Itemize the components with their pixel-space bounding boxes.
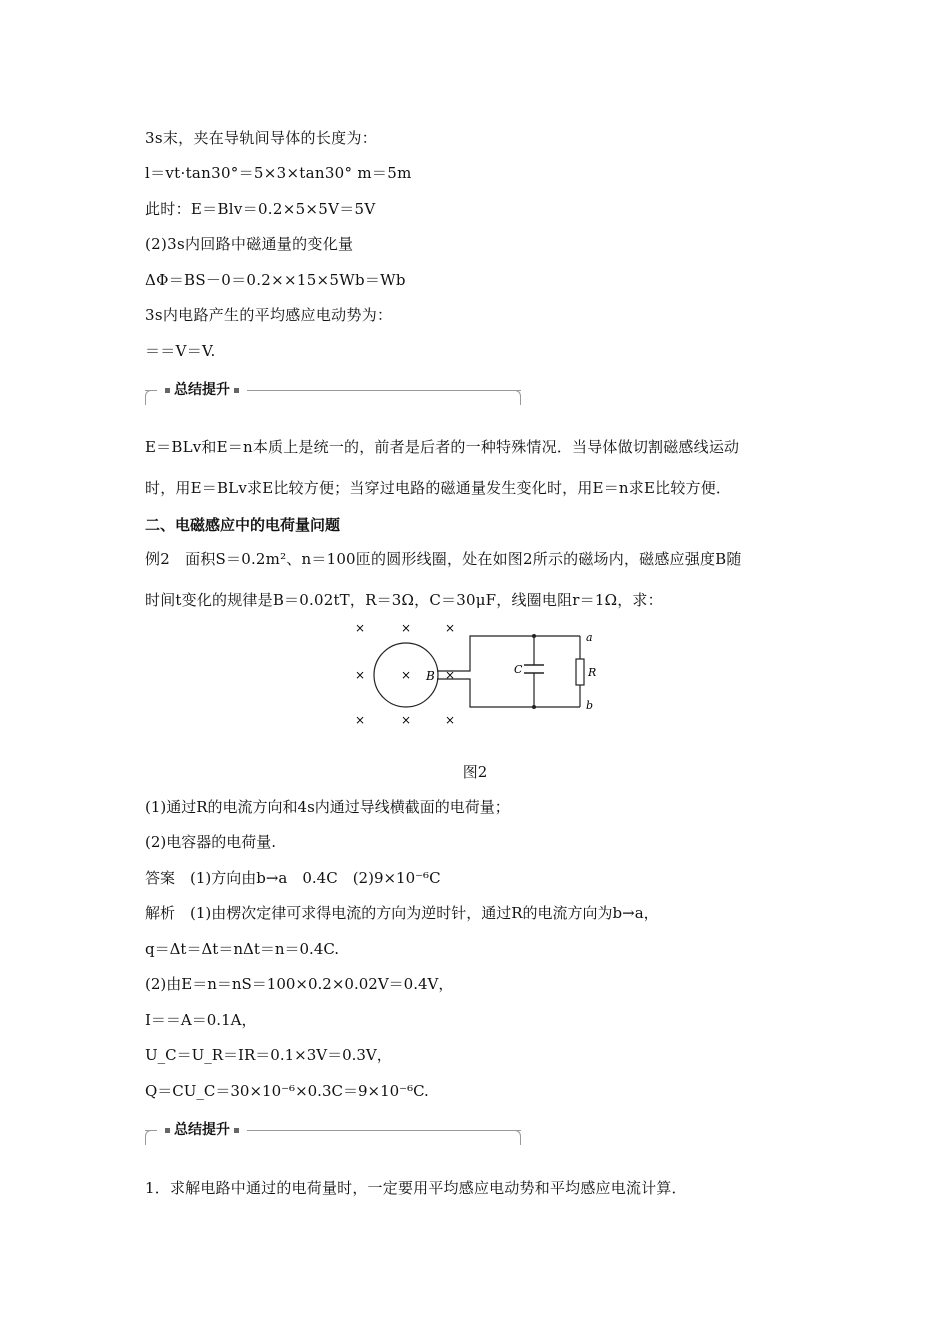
junction-dot	[532, 634, 536, 638]
example-text: 例2 面积S＝0.2m²、n＝100匝的圆形线圈，处在如图2所示的磁场内，磁感应强度B随	[145, 550, 742, 568]
square-bullet-icon	[165, 388, 170, 393]
question-line: (1)通过R的电流方向和4s内通过导线横截面的电荷量；	[145, 798, 510, 816]
summary-box-header	[145, 1124, 521, 1146]
circuit-wire	[437, 636, 580, 671]
text-line: ＝＝V＝V.	[145, 342, 216, 360]
magnetic-field-cross: ×	[354, 713, 366, 727]
summary-paragraph: 1．求解电路中通过的电荷量时，一定要用平均感应电动势和平均感应电流计算．	[145, 1179, 687, 1197]
magnetic-field-cross: ×	[444, 713, 456, 727]
magnetic-field-cross: ×	[444, 668, 456, 682]
solution-line: 解析 (1)由楞次定律可求得电流的方向为逆时针，通过R的电流方向为b→a，	[145, 904, 659, 922]
example-text: 时间t变化的规律是B＝0.02tT，R＝3Ω，C＝30μF，线圈电阻r＝1Ω，求：	[145, 591, 663, 609]
circuit-wire	[437, 679, 580, 707]
section-heading: 二、电磁感应中的电荷量问题	[145, 516, 341, 534]
figure-caption: 图2	[462, 763, 488, 781]
text-line: (2)3s内回路中磁通量的变化量	[145, 235, 354, 253]
terminal-a: a	[586, 631, 593, 644]
label-r: R	[588, 666, 597, 679]
solution-line: (2)由E＝n＝nS＝100×0.2×0.02V＝0.4V，	[145, 975, 454, 993]
solution-line: I＝＝A＝0.1A，	[145, 1011, 257, 1029]
magnetic-field-cross: ×	[354, 621, 366, 635]
question-line: (2)电容器的电荷量.	[145, 833, 277, 851]
square-bullet-icon	[165, 1128, 170, 1133]
text-line: ΔΦ＝BS－0＝0.2××15×5Wb＝Wb	[145, 271, 406, 289]
magnetic-field-cross: ×	[400, 621, 412, 635]
solution-line: Q＝CU_C＝30×10⁻⁶×0.3C＝9×10⁻⁶C.	[145, 1082, 429, 1100]
magnetic-field-cross: ×	[400, 668, 412, 682]
summary-label: 总结提升	[174, 1122, 230, 1138]
terminal-b: b	[586, 699, 594, 712]
solution-line: q＝Δt＝Δt＝nΔt＝n＝0.4C.	[145, 940, 340, 958]
summary-paragraph: E＝BLv和E＝n本质上是统一的，前者是后者的一种特殊情况．当导体做切割磁感线运动	[145, 438, 740, 456]
summary-paragraph: 时，用E＝BLv求E比较方便；当穿过电路的磁通量发生变化时，用E＝n求E比较方便．	[145, 479, 732, 497]
label-b-field: B	[426, 669, 435, 683]
answer-line: 答案 (1)方向由b→a 0.4C (2)9×10⁻⁶C	[145, 869, 441, 887]
square-bullet-icon	[234, 1128, 239, 1133]
text-line: 此时：E＝Blv＝0.2×5×5V＝5V	[145, 200, 376, 218]
junction-dot	[532, 705, 536, 709]
summary-label: 总结提升	[174, 382, 230, 398]
label-c: C	[514, 663, 523, 676]
circuit-figure	[340, 618, 640, 728]
summary-box-header	[145, 384, 521, 406]
text-line: l＝vt·tan30°＝5×3×tan30° m＝5m	[145, 164, 412, 182]
magnetic-field-cross: ×	[354, 668, 366, 682]
resistor	[576, 659, 584, 685]
magnetic-field-cross: ×	[400, 713, 412, 727]
text-line: 3s内电路产生的平均感应电动势为：	[145, 306, 393, 324]
text-line: 3s末，夹在导轨间导体的长度为：	[145, 129, 378, 147]
square-bullet-icon	[234, 388, 239, 393]
solution-line: U_C＝U_R＝IR＝0.1×3V＝0.3V，	[145, 1046, 392, 1064]
magnetic-field-cross: ×	[444, 621, 456, 635]
